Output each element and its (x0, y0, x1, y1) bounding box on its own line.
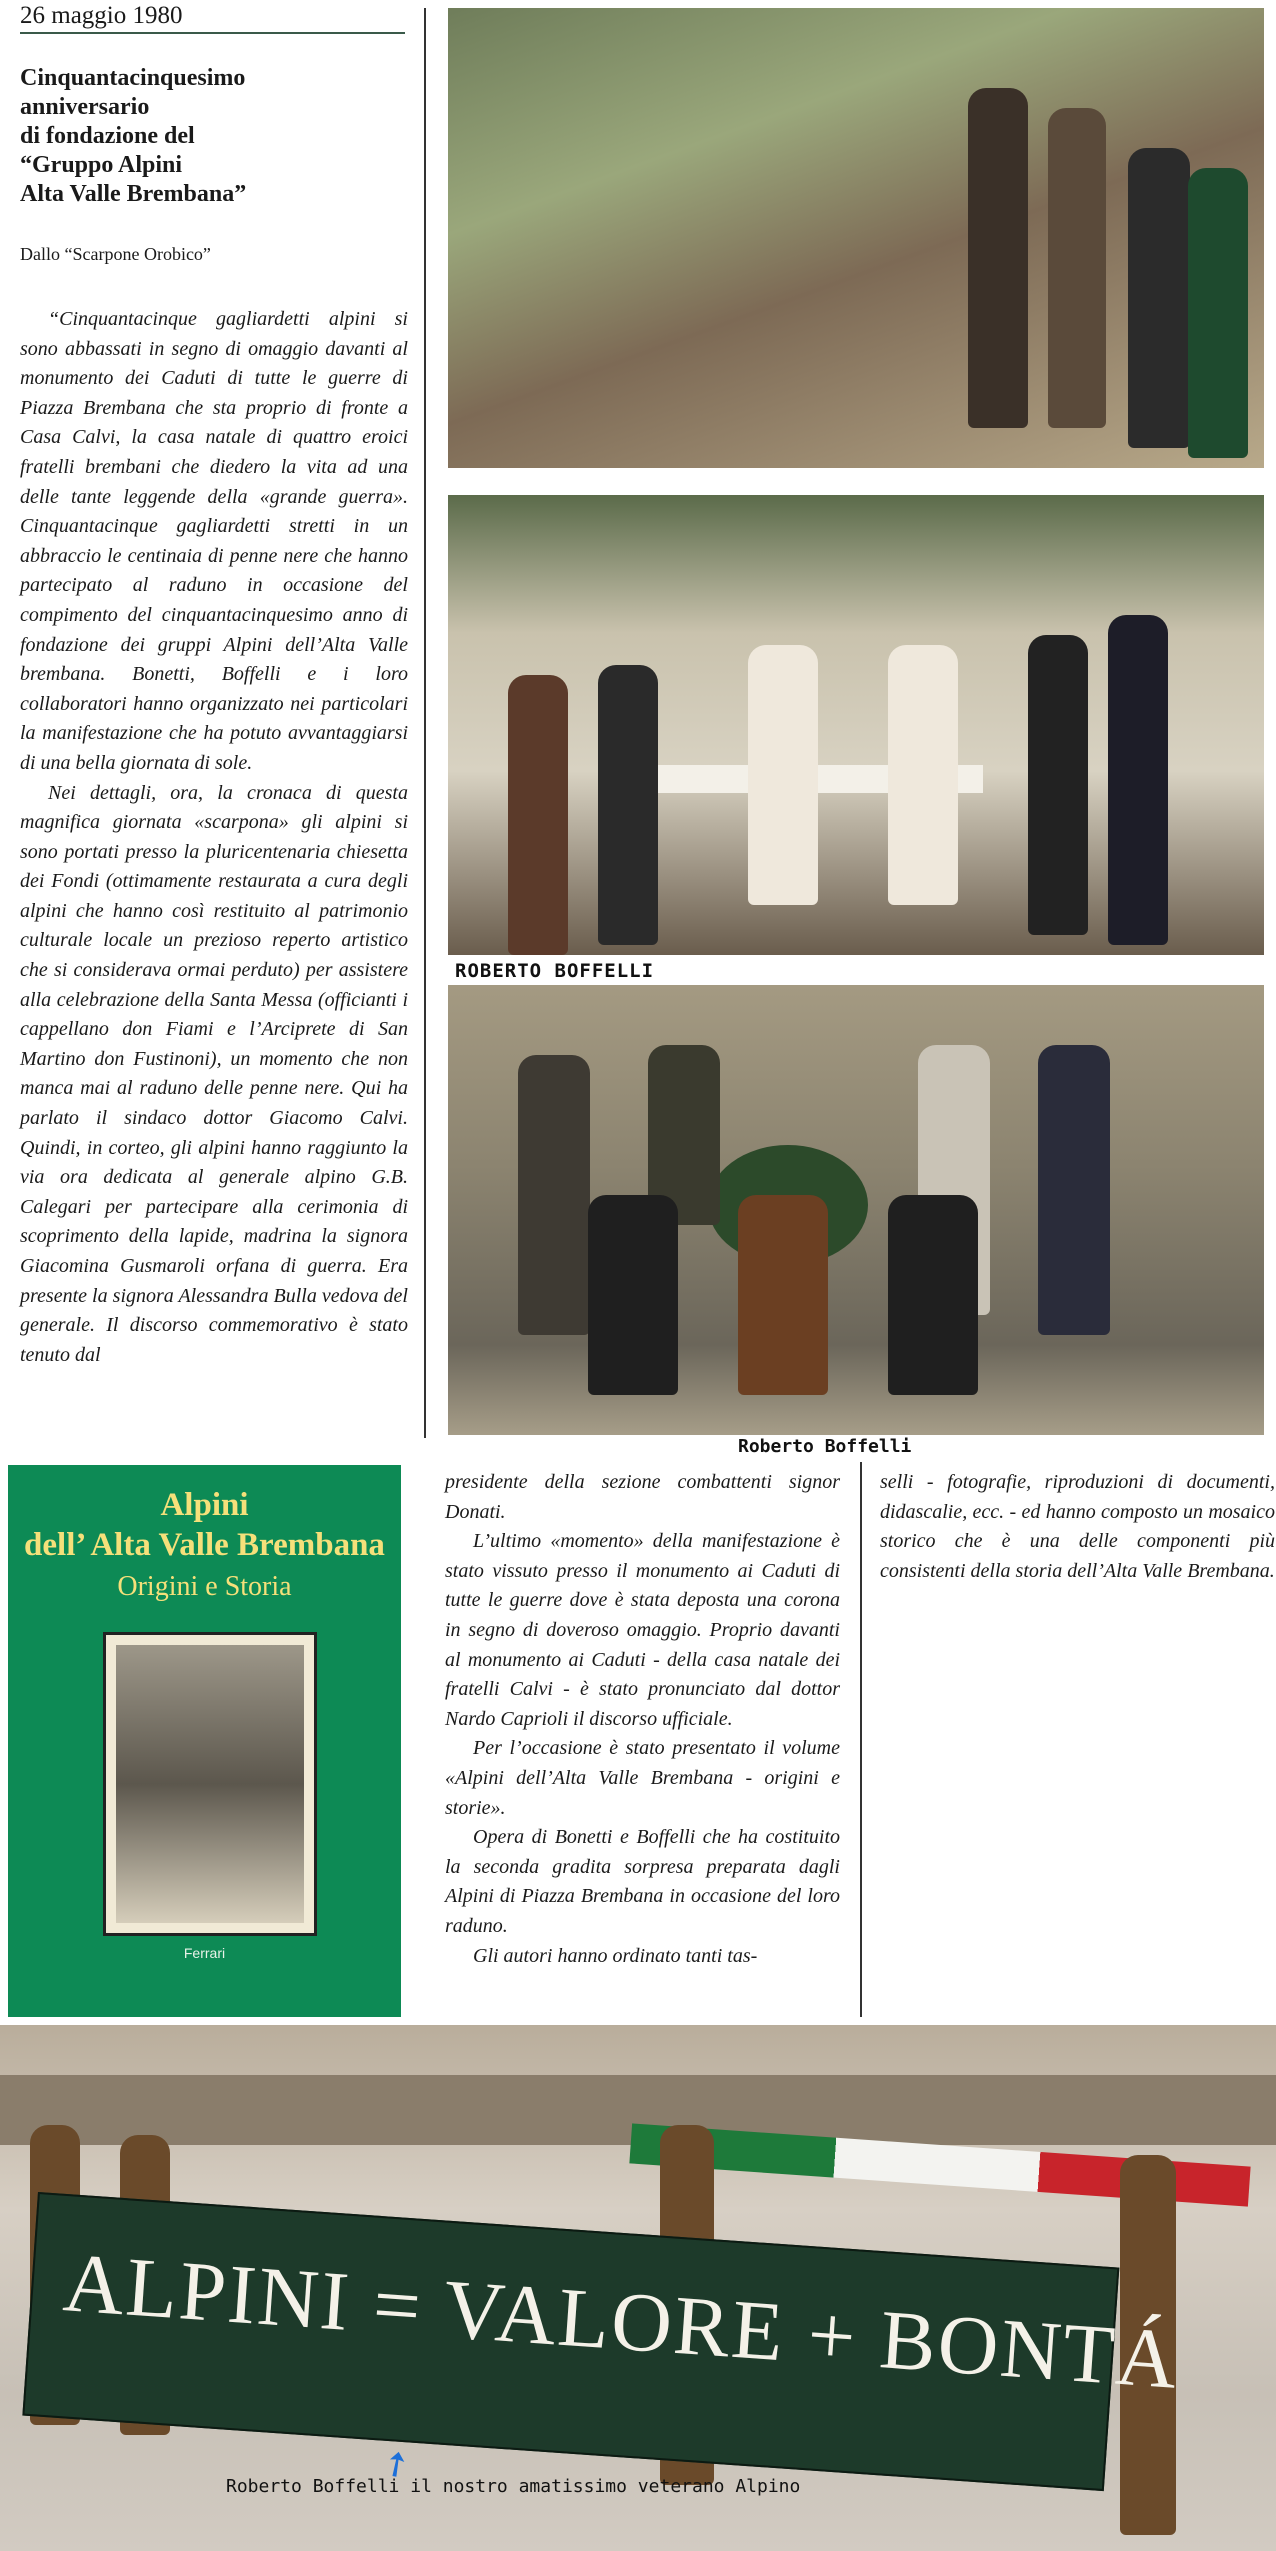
photo-group-caption: Roberto Boffelli (738, 1436, 912, 1457)
book-title-line-2: dell’ Alta Valle Brembana (24, 1527, 385, 1563)
article-paragraph: presidente della sezione combattenti signor Donati. (445, 1471, 840, 1523)
photo-procession (448, 8, 1264, 468)
arrow-icon: ➚ (374, 2441, 419, 2488)
book-illustration (103, 1632, 317, 1936)
article-title-line: anniversario (20, 94, 150, 120)
column-divider-right (860, 1462, 862, 2017)
article-title-line: Cinquantacinquesimo (20, 65, 246, 91)
book-subtitle: Origini e Storia (117, 1571, 292, 1602)
book-publisher: Ferrari (183, 1945, 226, 1961)
photo-mass-caption: ROBERTO BOFFELLI (455, 960, 655, 982)
banner-text: ALPINI = VALORE + BONTÁ (60, 2236, 1182, 2407)
article-paragraph: “Cinquantacinque gagliardetti alpini si sono abbassati in segno di omaggio davanti al monumento dei Caduti di tutte le guerre di Piazza Brembana che sta proprio di fronte a Casa Calvi, la casa natale di quattro eroici fratelli brembani che diedero la vita ad una delle tante leggende della «grande guerra». Cinquantacinque gagliardetti stretti in un abbraccio le centinaia di penne nere che hanno partecipato al raduno in occasione del compimento del cinquantacinquesimo anno di fondazione dei gruppi Alpini dell’Alta Valle brembana. Bonetti, Boffelli e i loro collaboratori hanno organizzato nei particolari la manifestazione che ha potuto avvantaggiarsi di una bella giornata di sole. (20, 308, 408, 774)
article-paragraph: L’ultimo «momento» della manifestazione è stato vissuto presso il monumento ai Caduti di tutte le guerre dove è stata deposta una corona in segno di doveroso omaggio. Proprio davanti al monumento ai Caduti - della casa natale dei fratelli Calvi - è stato pronunciato dal dottor Nardo Caprioli il discorso ufficiale. (445, 1530, 840, 1730)
date-header: 26 maggio 1980 (20, 2, 183, 29)
article-column-1 (20, 305, 408, 1370)
photo-parade-caption: Roberto Boffelli il nostro amatissimo veterano Alpino (226, 2476, 801, 2497)
date-rule (20, 32, 405, 34)
article-paragraph: Gli autori hanno ordinato tanti tas- (473, 1944, 758, 1967)
book-title-line-1: Alpini (160, 1487, 249, 1523)
article-column-3 (880, 1468, 1275, 1586)
article-title-line: “Gruppo Alpini (20, 152, 183, 178)
article-title-line: di fondazione del (20, 123, 195, 149)
photo-mass (448, 495, 1264, 955)
book-cover (8, 1465, 401, 2017)
photo-group (448, 985, 1264, 1435)
article-title-line: Alta Valle Brembana” (20, 181, 247, 207)
column-divider-left (424, 8, 426, 1438)
article-paragraph: Per l’occasione è stato presentato il volume «Alpini dell’Alta Valle Brembana - origini e storie». (445, 1737, 840, 1819)
article-title (20, 64, 410, 209)
article-column-2 (445, 1468, 840, 1971)
article-source: Dallo “Scarpone Orobico” (20, 244, 211, 264)
article-paragraph: Opera di Bonetti e Boffelli che ha costituito la seconda gradita sorpresa preparata dagli Alpini di Piazza Brembana in occasione del loro raduno. (445, 1826, 840, 1937)
article-paragraph: Nei dettagli, ora, la cronaca di questa magnifica giornata «scarpona» gli alpini si sono portati presso la pluricentenaria chiesetta dei Fondi (ottimamente restaurata a cura degli alpini che hanno così restituito al patrimonio culturale locale un prezioso reperto artistico che si considerava ormai perduto) per assistere alla celebrazione della Santa Messa (officianti i cappellano don Fiami e l’Arciprete di San Martino don Fustinoni), un momento che non manca mai al raduno delle penne nere. Qui ha parlato il sindaco dottor Giacomo Calvi. Quindi, in corteo, gli alpini hanno raggiunto la via ora dedicata al generale alpino G.B. Calegari per partecipare alla cerimonia di scoprimento della lapide, madrina la signora Giacomina Gusmaroli orfana di guerra. Era presente la signora Alessandra Bulla vedova del generale. Il discorso commemorativo è stato tenuto dal (20, 781, 408, 1366)
article-paragraph: selli - fotografie, riproduzioni di documenti, didascalie, ecc. - ed hanno composto un mosaico storico che è una delle componenti più consistenti della storia dell’Alta Valle Brembana. (880, 1471, 1275, 1582)
